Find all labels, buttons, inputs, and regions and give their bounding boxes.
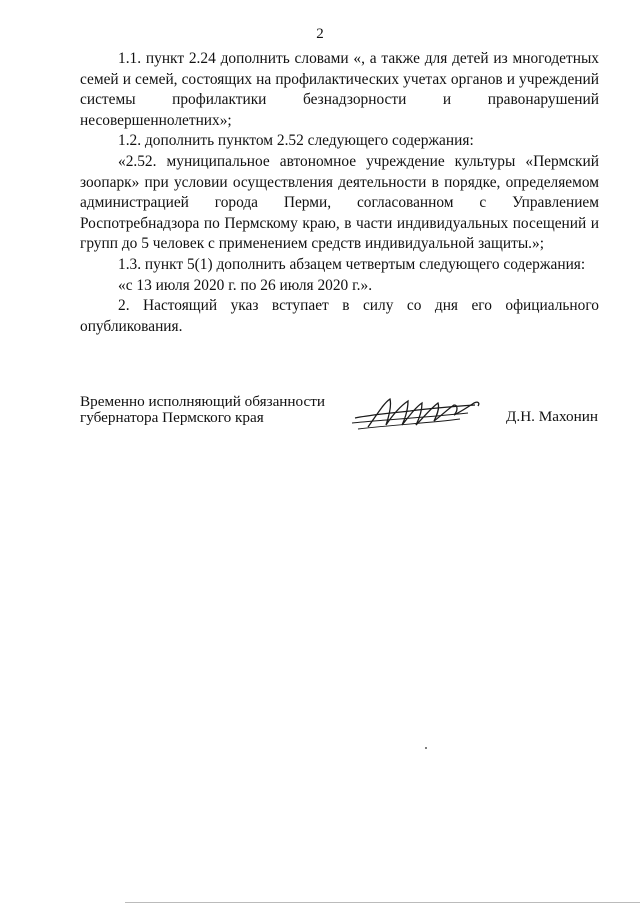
signatory-name: Д.Н. Махонин: [506, 408, 598, 425]
scan-speck: [425, 747, 427, 749]
signatory-position-line2: губернатора Пермского края: [80, 409, 264, 426]
paragraph-2-52: «2.52. муниципальное автономное учреждение культуры «Пермский зоопарк» при условии осуществления деятельности в порядке, определяемом администрацией города Перми, согласованном с Управлением Роспотребнадзора по Пермскому краю, в части индивидуальных посещений и групп до 5 человек с применением средств индивидуальной защиты.»;: [80, 152, 599, 253]
paragraph-quote: «с 13 июля 2020 г. по 26 июля 2020 г.».: [118, 276, 373, 294]
paragraph-2: 2. Настоящий указ вступает в силу со дня его официального опубликования.: [80, 297, 599, 335]
page-number: 2: [316, 26, 324, 42]
signatory-position-line1: Временно исполняющий обязанности: [80, 393, 326, 410]
paragraph-1-1: 1.1. пункт 2.24 дополнить словами «, а также для детей из многодетных семей и семей, состоящих на профилактических учетах органов и учреждений системы профилактики безнадзорности и правонарушений несовершеннолетних»;: [80, 50, 599, 129]
handwritten-signature: [350, 393, 485, 433]
document-body: [80, 49, 599, 337]
paragraph-1-2: 1.2. дополнить пунктом 2.52 следующего содержания:: [118, 132, 474, 150]
scan-edge-line: [125, 902, 640, 903]
signatory-position: [80, 394, 325, 426]
paragraph-1-3: 1.3. пункт 5(1) дополнить абзацем четвертым следующего содержания:: [118, 255, 586, 273]
